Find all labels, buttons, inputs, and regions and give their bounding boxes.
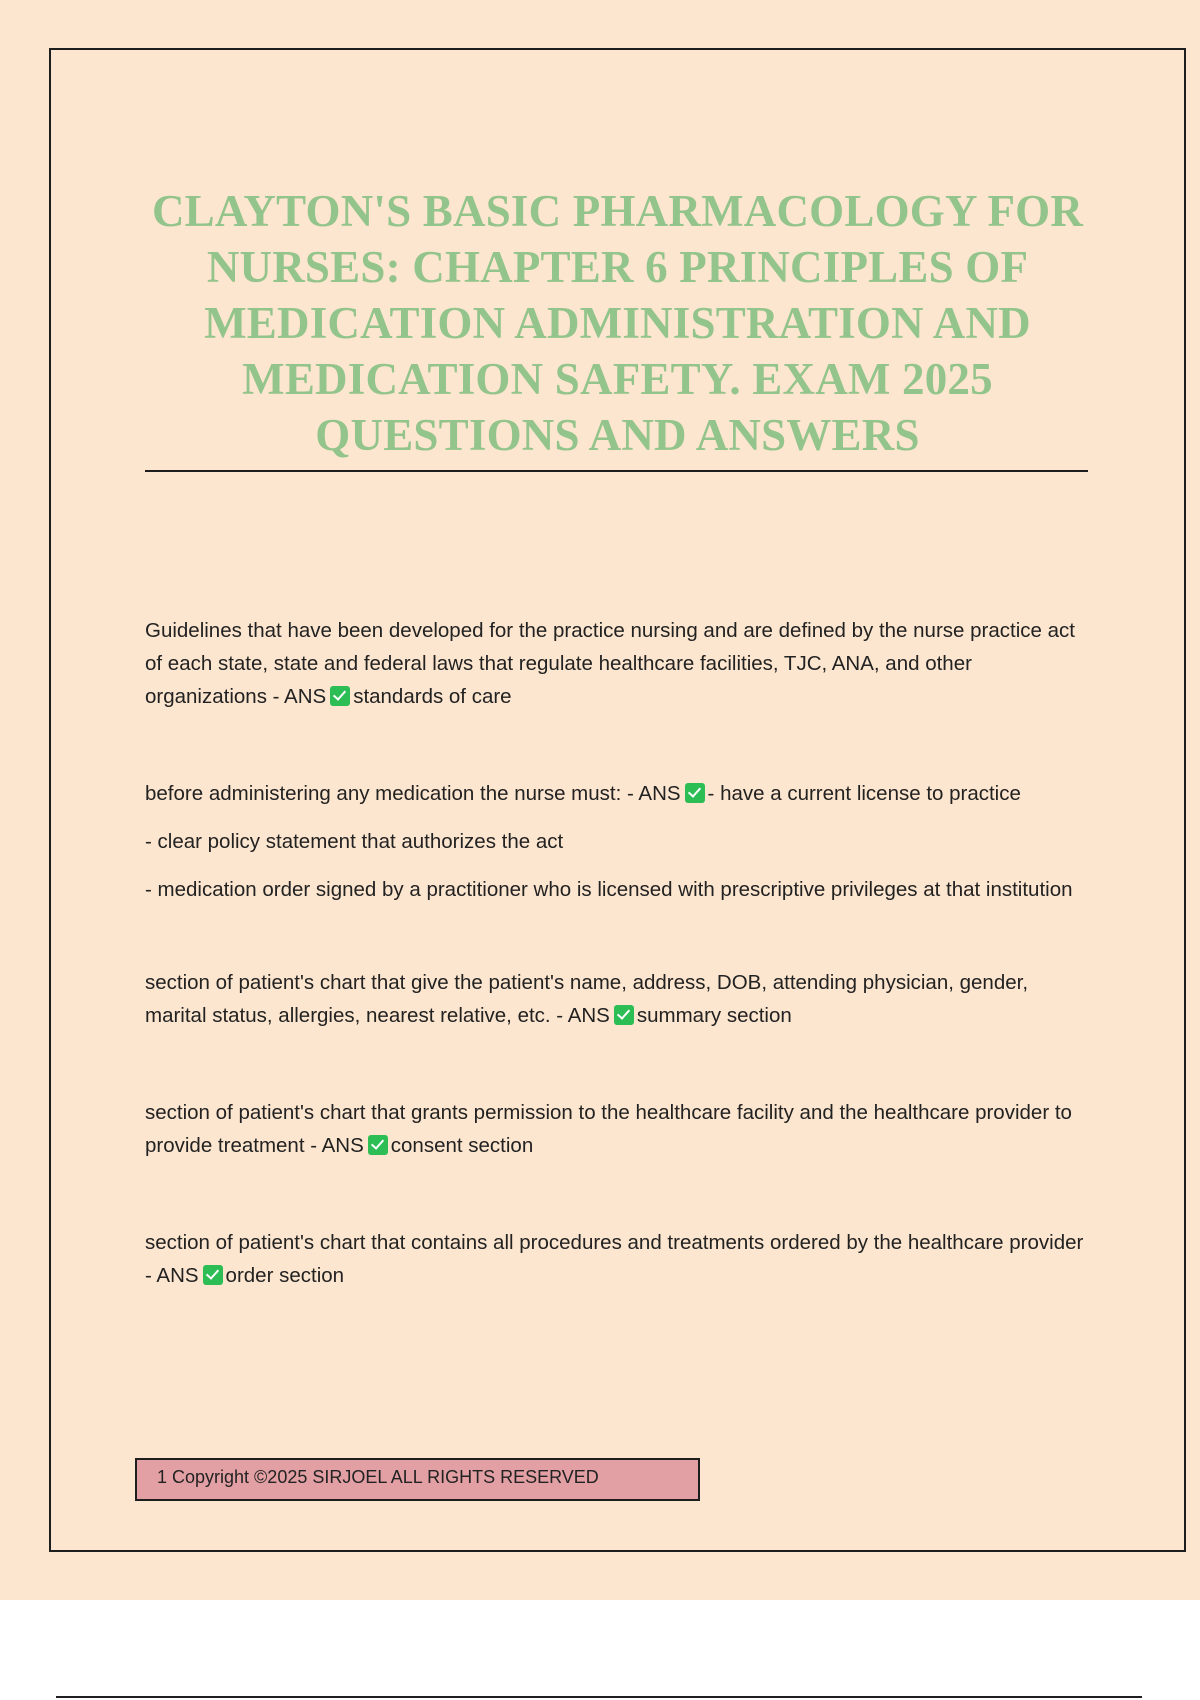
title-underline	[145, 470, 1088, 472]
check-icon	[203, 1265, 223, 1285]
qa-item	[145, 777, 1090, 906]
answer-continuation: - medication order signed by a practitioner who is licensed with prescriptive privileges at that institution	[145, 878, 1073, 901]
answer-text: summary section	[636, 1004, 792, 1027]
copyright-footer: 1 Copyright ©2025 SIRJOEL ALL RIGHTS RESERVED	[135, 1458, 700, 1501]
qa-text	[145, 966, 1090, 1032]
qa-text	[145, 614, 1090, 713]
document-title: CLAYTON'S BASIC PHARMACOLOGY FOR NURSES: CHAPTER 6 PRINCIPLES OF MEDICATION ADMINISTRATION AND MEDICATION SAFETY. EXAM 2025 QUESTIONS AND ANSWERS	[151, 186, 1084, 460]
question-text: before administering any medication the nurse must: - ANS	[145, 782, 681, 805]
qa-item	[145, 966, 1090, 1032]
question-text: section of patient's chart that give the patient's name, address, DOB, attending physician, gender, marital status, allergies, nearest relative, etc. - ANS	[145, 971, 1029, 1027]
answer-text: - have a current license to practice	[707, 782, 1021, 805]
question-text: Guidelines that have been developed for the practice nursing and are defined by the nurse practice act of each state, state and federal laws that regulate healthcare facilities, TJC, ANA, and other organizations - ANS	[145, 619, 1075, 708]
answer-text: order section	[225, 1264, 345, 1287]
answer-text: consent section	[390, 1134, 534, 1157]
answer-text: standards of care	[353, 685, 512, 708]
qa-list	[145, 614, 1090, 1356]
qa-text	[145, 1096, 1090, 1162]
qa-item	[145, 1226, 1090, 1292]
question-text: section of patient's chart that contains all procedures and treatments ordered by the healthcare provider - ANS	[145, 1231, 1084, 1287]
answer-continuation: - clear policy statement that authorizes the act	[145, 830, 564, 853]
qa-item	[145, 1096, 1090, 1162]
next-page-border	[56, 1696, 1142, 1698]
qa-text	[145, 777, 1090, 810]
qa-text	[145, 1226, 1090, 1292]
question-text: section of patient's chart that grants permission to the healthcare facility and the healthcare provider to provide treatment - ANS	[145, 1101, 1072, 1157]
check-icon	[330, 686, 350, 706]
check-icon	[685, 783, 705, 803]
check-icon	[368, 1135, 388, 1155]
qa-item	[145, 614, 1090, 713]
check-icon	[614, 1005, 634, 1025]
